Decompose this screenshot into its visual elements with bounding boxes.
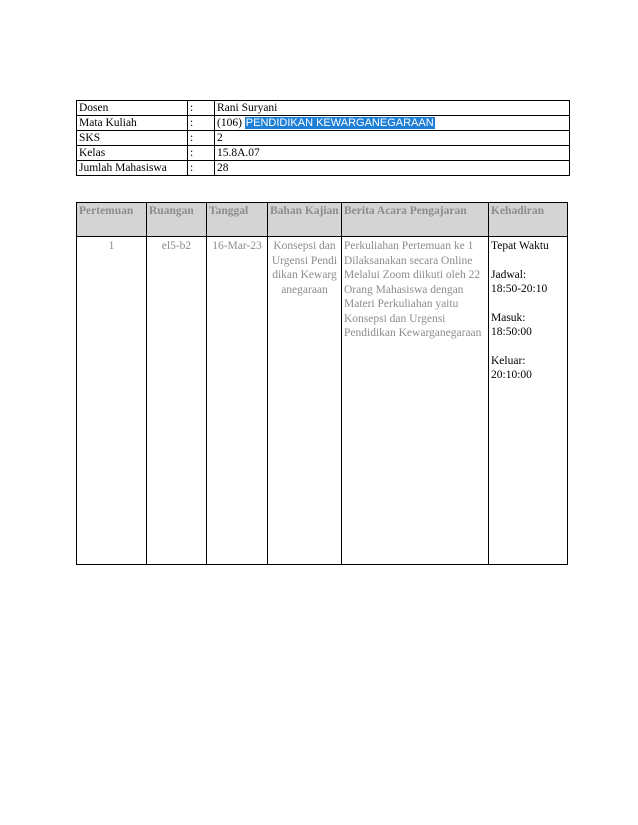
masuk-label: Masuk:	[491, 311, 526, 324]
info-value-kelas: 15.8A.07	[215, 146, 570, 161]
info-separator: :	[188, 116, 215, 131]
course-info-table	[76, 100, 570, 176]
info-row-mata-kuliah	[77, 116, 570, 131]
info-label: Mata Kuliah	[77, 116, 188, 131]
info-label: Jumlah Mahasiswa	[77, 161, 188, 176]
header-ruangan: Ruangan	[147, 203, 207, 237]
header-berita-acara: Berita Acara Pengajaran	[342, 203, 489, 237]
info-label: Kelas	[77, 146, 188, 161]
table-row	[77, 237, 568, 565]
attendance-header-row	[77, 203, 568, 237]
cell-ruangan: el5-b2	[147, 237, 207, 565]
course-name-highlight: PENDIDIKAN KEWARGANEGARAAN	[245, 117, 434, 129]
cell-berita-acara: Perkuliahan Pertemuan ke 1 Dilaksanakan secara Online Melalui Zoom diikuti oleh 22 Orang Mahasiswa dengan Materi Perkuliahan yaitu Konsepsi dan Urgensi Pendidikan Kewarganegaraan	[342, 237, 489, 565]
info-value-jumlah-mahasiswa: 28	[215, 161, 570, 176]
header-tanggal: Tanggal	[207, 203, 268, 237]
info-separator: :	[188, 161, 215, 176]
jadwal-value: 18:50-20:10	[491, 283, 548, 295]
header-pertemuan: Pertemuan	[77, 203, 147, 237]
header-bahan-kajian: Bahan Kajian	[268, 203, 342, 237]
info-row-dosen	[77, 101, 570, 116]
masuk-value: 18:50:00	[491, 326, 532, 338]
info-label: SKS	[77, 131, 188, 146]
info-row-jumlah-mahasiswa	[77, 161, 570, 176]
info-value-dosen: Rani Suryani	[215, 101, 570, 116]
info-value-sks: 2	[215, 131, 570, 146]
cell-kehadiran	[489, 237, 568, 565]
cell-tanggal: 16-Mar-23	[207, 237, 268, 565]
info-separator: :	[188, 101, 215, 116]
jadwal-label: Jadwal:	[491, 268, 527, 281]
info-value-mata-kuliah	[215, 116, 570, 131]
info-label: Dosen	[77, 101, 188, 116]
info-row-kelas	[77, 146, 570, 161]
attendance-status: Tepat Waktu	[491, 240, 549, 252]
course-code: (106)	[217, 117, 242, 129]
header-kehadiran: Kehadiran	[489, 203, 568, 237]
keluar-value: 20:10:00	[491, 369, 532, 381]
keluar-label: Keluar:	[491, 354, 526, 367]
attendance-table	[76, 202, 568, 565]
cell-bahan-kajian: Konsepsi dan Urgensi Pendidikan Kewarganegaraan	[268, 237, 342, 565]
info-row-sks	[77, 131, 570, 146]
info-separator: :	[188, 146, 215, 161]
cell-pertemuan: 1	[77, 237, 147, 565]
info-separator: :	[188, 131, 215, 146]
